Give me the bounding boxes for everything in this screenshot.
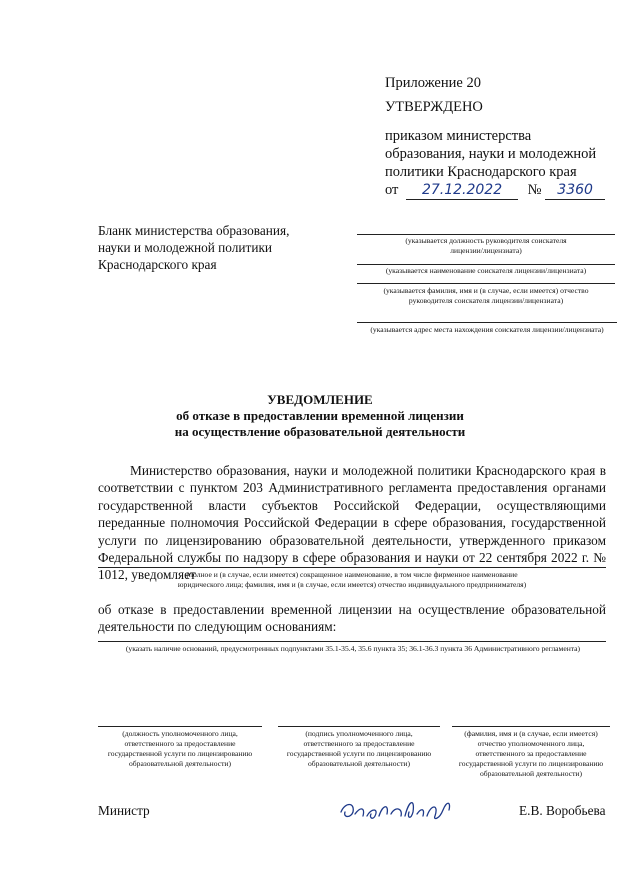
letterhead-line-1: Бланк министерства образования,: [98, 223, 290, 238]
applicant-name-caption: (полное и (в случае, если имеется) сокращенное наименование, в том числе фирменное наименование юридического лица; фамилия, имя и (в случае, если имеется) отчество индивидуального предпринимателя): [177, 570, 527, 589]
order-line-1: приказом министерства: [385, 128, 532, 144]
addressee-org-caption: (указывается наименование соискателя лицензии/лицензиата): [385, 266, 587, 275]
order-number: 3360: [545, 181, 605, 200]
official-signature-caption: (подпись уполномоченного лица, ответственного за предоставление государственной услуги по лицензированию образовательной деятельности): [286, 729, 432, 768]
minister-name: Е.В. Воробьева: [519, 803, 606, 818]
addressee-head-line: [357, 283, 615, 284]
letterhead-line-2: науки и молодежной политики: [98, 240, 273, 255]
applicant-name-line: [98, 567, 606, 568]
letterhead: [98, 222, 289, 273]
order-line-2: образования, науки и молодежной: [385, 146, 597, 162]
order-line-3: политики Краснодарского края: [385, 164, 577, 180]
grounds-caption: (указать наличие оснований, предусмотренных подпунктами 35.1-35.4, 35.6 пункта 35; 36.1-36.3 пункта 36 Административного регламента): [125, 644, 581, 653]
addressee-head-caption: (указывается фамилия, имя и (в случае, если имеется) отчество руководителя соискателя лицензии/лицензиата): [383, 286, 589, 305]
official-signature-line: [278, 726, 440, 727]
refusal-text: об отказе в предоставлении временной лицензии на осуществление образовательной деятельности по следующим основаниям:: [98, 602, 606, 635]
notice-subtitle-2: на осуществление образовательной деятельности: [174, 424, 466, 439]
addressee-address-caption: (указывается адрес места нахождения соискателя лицензии/лицензиата): [370, 325, 604, 334]
from-label: от: [385, 182, 399, 198]
order-date-row: [385, 181, 605, 200]
official-name-line: [452, 726, 610, 727]
official-position-line: [98, 726, 262, 727]
grounds-line: [98, 641, 606, 642]
appendix-label: Приложение 20: [385, 75, 481, 91]
addressee-position-line: [357, 234, 615, 235]
addressee-address-line: [357, 322, 617, 323]
notice-title: УВЕДОМЛЕНИЕ: [267, 392, 373, 407]
approved-label: УТВЕРЖДЕНО: [385, 99, 483, 115]
addressee-org-line: [357, 264, 615, 265]
addressee-position-caption: (указывается должность руководителя соискателя лицензии/лицензиата): [405, 236, 567, 255]
body-paragraph: Министерство образования, науки и молодежной политики Краснодарского края в соответствии с пунктом 203 Административного регламента предоставления органами государственной власти субъектов Российской Федерации, осуществляющими переданные полномочия Российской Федерации в сфере образования, государственной услуги по лицензированию образовательной деятельности, утвержденного приказом Федеральной службы по надзору в сфере образования и науки от 22 сентября 2022 г. № 1012, уведомляет: [98, 463, 606, 583]
notice-subtitle-1: об отказе в предоставлении временной лицензии: [176, 408, 464, 423]
number-label: №: [527, 182, 542, 198]
official-position-caption: (должность уполномоченного лица, ответственного за предоставление государственной услуги по лицензированию образовательной деятельности): [107, 729, 253, 768]
minister-label: Министр: [98, 803, 150, 818]
order-date: 27.12.2022: [406, 181, 518, 200]
minister-signature: [335, 790, 465, 830]
official-name-caption: (фамилия, имя и (в случае, если имеется) отчество уполномоченного лица, ответственного за предоставление государственной услуги по лицензированию образовательной деятельности): [458, 729, 604, 778]
letterhead-line-3: Краснодарского края: [98, 257, 217, 272]
